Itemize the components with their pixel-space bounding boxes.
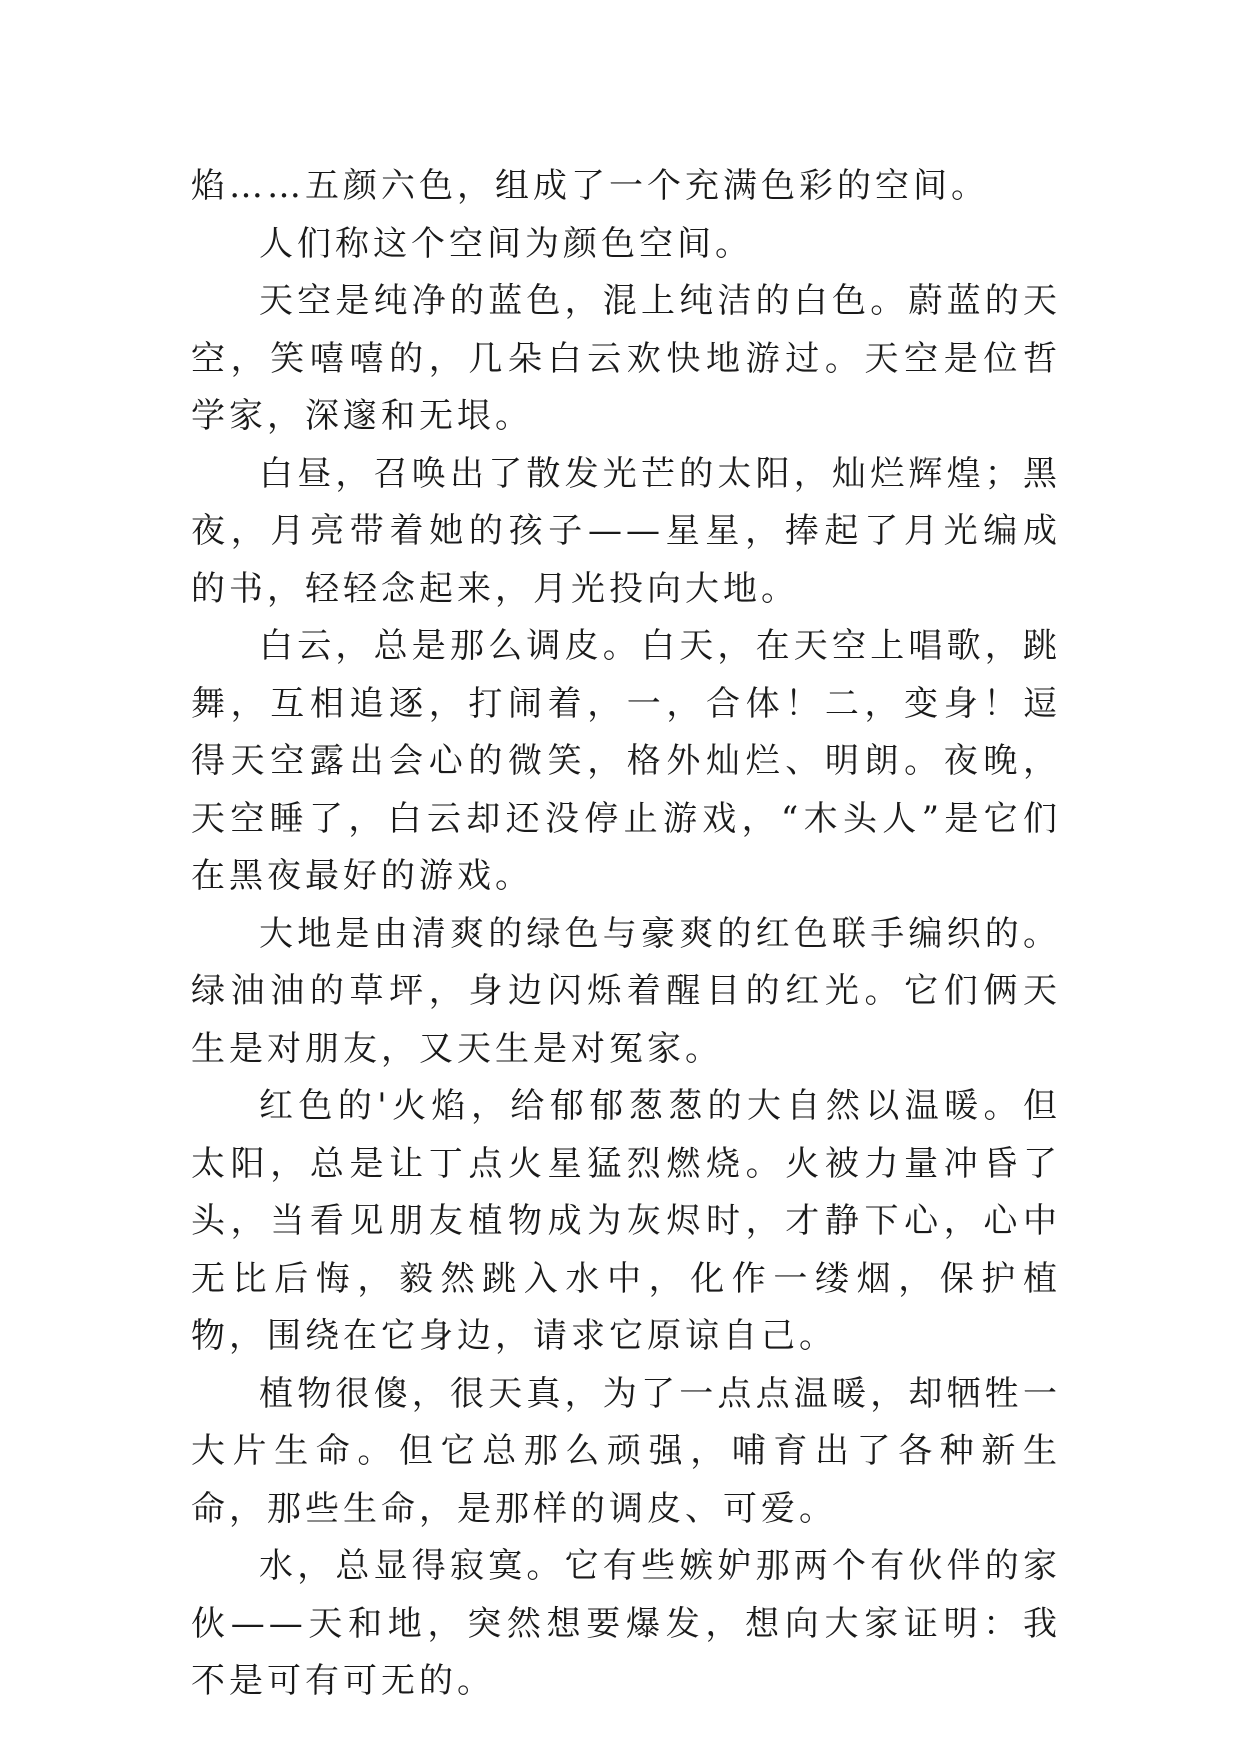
paragraph-5: 白云，总是那么调皮。白天，在天空上唱歌，跳舞，互相追逐，打闹着，一，合体！二，变身！逗得天空露出会心的微笑，格外灿烂、明朗。夜晚，天空睡了，白云却还没停止游戏，“木头人”是它们在黑夜最好的游戏。 (191, 626, 1061, 896)
paragraph-3: 天空是纯净的蓝色，混上纯洁的白色。蔚蓝的天空，笑嘻嘻的，几朵白云欢快地游过。天空是位哲学家，深邃和无垠。 (191, 281, 1061, 436)
paragraph-4: 白昼，召唤出了散发光芒的太阳，灿烂辉煌；黑夜，月亮带着她的孩子——星星，捧起了月光编成的书，轻轻念起来，月光投向大地。 (191, 453, 1061, 609)
paragraph-9: 水，总显得寂寞。它有些嫉妒那两个有伙伴的家伙——天和地，突然想要爆发，想向大家证明：我不是可有可无的。 (191, 1546, 1061, 1701)
paragraph-6: 大地是由清爽的绿色与豪爽的红色联手编织的。绿油油的草坪，身边闪烁着醒目的红光。它们俩天生是对朋友，又天生是对冤家。 (191, 913, 1061, 1069)
body-text (191, 158, 1061, 1711)
paragraph-7: 红色的'火焰，给郁郁葱葱的大自然以温暖。但太阳，总是让丁点火星猛烈燃烧。火被力量冲昏了头，当看见朋友植物成为灰烬时，才静下心，心中无比后悔，毅然跳入水中，化作一缕烟，保护植物，围绕在它身边，请求它原谅自己。 (191, 1086, 1061, 1356)
paragraph-1: 焰……五颜六色，组成了一个充满色彩的空间。 (191, 166, 989, 206)
paragraph-2: 人们称这个空间为颜色空间。 (259, 223, 753, 264)
paragraph-8: 植物很傻，很天真，为了一点点温暖，却牺牲一大片生命。但它总那么顽强，哺育出了各种新生命，那些生命，是那样的调皮、可爱。 (191, 1373, 1061, 1529)
